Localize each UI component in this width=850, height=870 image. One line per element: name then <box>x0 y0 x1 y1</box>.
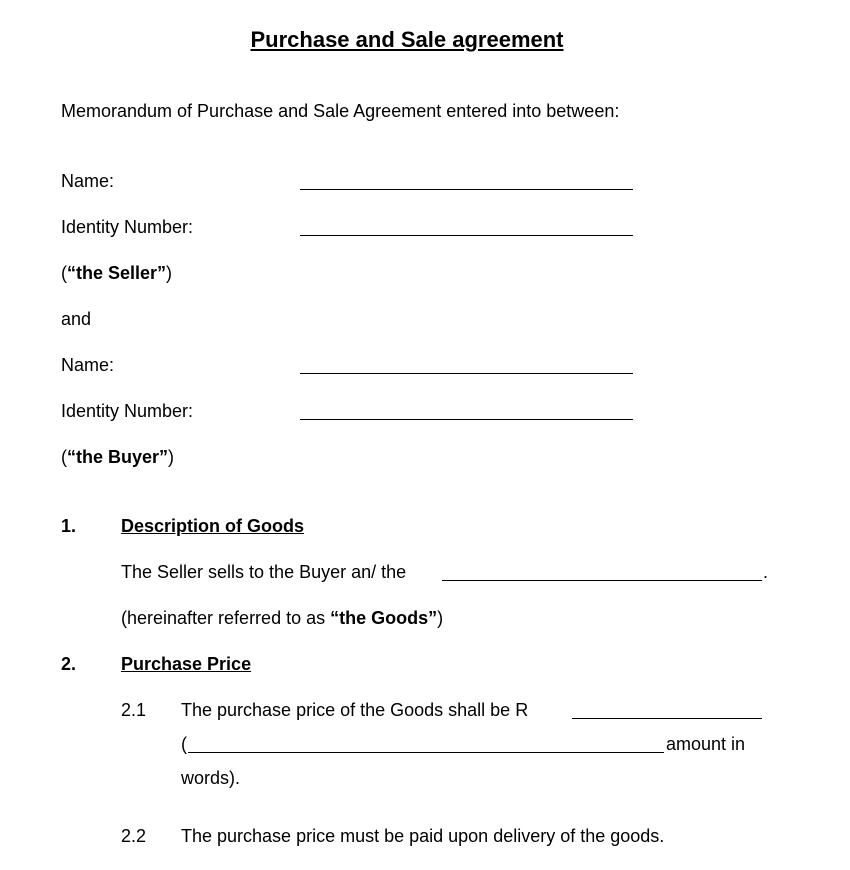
seller-role-open: ( <box>61 263 67 283</box>
buyer-role <box>61 447 174 468</box>
buyer-id-label: Identity Number: <box>61 401 194 421</box>
goods-reference <box>121 608 443 629</box>
buyer-name-field[interactable] <box>300 373 633 374</box>
clause-2-2-text: The purchase price must be paid upon delivery of the goods. <box>181 826 665 846</box>
price-words-suffix: words). <box>181 768 241 788</box>
clause-2-2-number: 2.2 <box>121 826 147 846</box>
goods-sentence: The Seller sells to the Buyer an/ the <box>121 562 407 582</box>
clause-2-1-number: 2.1 <box>121 700 147 720</box>
buyer-role-term: “the Buyer” <box>67 447 169 467</box>
price-words-label: amount in <box>666 734 746 754</box>
buyer-role-open: ( <box>61 447 67 467</box>
goods-reference-open: (hereinafter referred to as <box>121 608 331 628</box>
section-2-heading: Purchase Price <box>121 654 252 674</box>
seller-name-field[interactable] <box>300 189 633 190</box>
seller-id-field[interactable] <box>300 235 633 236</box>
goods-description-field[interactable] <box>442 580 762 581</box>
buyer-id-field[interactable] <box>300 419 633 420</box>
document-title: Purchase and Sale agreement <box>250 27 564 52</box>
section-1-number: 1. <box>61 516 77 536</box>
seller-id-label: Identity Number: <box>61 217 194 237</box>
and-text: and <box>61 309 92 329</box>
goods-sentence-end: . <box>763 562 769 582</box>
buyer-name-label: Name: <box>61 355 115 375</box>
price-words-field[interactable] <box>188 752 664 753</box>
section-1-heading: Description of Goods <box>121 516 305 536</box>
goods-reference-term: “the Goods” <box>330 608 438 628</box>
seller-role-close: ) <box>166 263 173 283</box>
price-amount-field[interactable] <box>572 718 762 719</box>
buyer-role-close: ) <box>168 447 175 467</box>
seller-name-label: Name: <box>61 171 115 191</box>
goods-reference-close: ) <box>437 608 444 628</box>
section-2-number: 2. <box>61 654 77 674</box>
clause-2-1-text: The purchase price of the Goods shall be R <box>181 700 529 720</box>
intro-text: Memorandum of Purchase and Sale Agreement entered into between: <box>61 101 620 121</box>
seller-role-term: “the Seller” <box>67 263 167 283</box>
seller-role <box>61 263 172 284</box>
price-words-paren-open: ( <box>181 734 187 754</box>
